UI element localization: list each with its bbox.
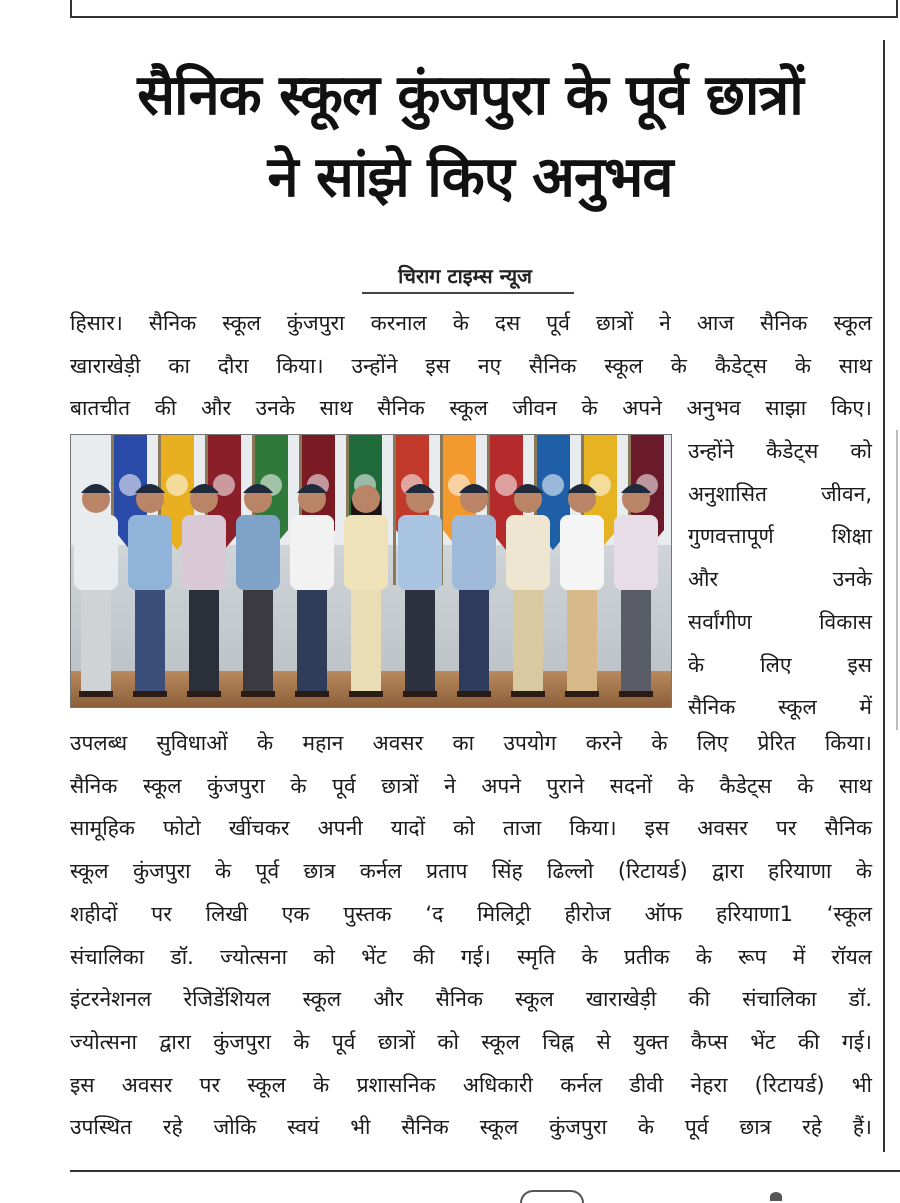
next-article-fragment-dot: [770, 1192, 782, 1201]
side-paragraph: [688, 430, 872, 729]
body-line: सैनिक स्कूल कुंजपुरा के पूर्व छात्रों ने अपने पुराने सदनों के कैडेट्स के साथ: [70, 773, 872, 798]
previous-article-frame: [70, 0, 898, 18]
side-line: के लिए इस: [688, 652, 872, 677]
byline: चिराग टाइम्स न्यूज: [398, 264, 532, 288]
page-edge-shadow: [896, 430, 898, 730]
body-line: उपस्थित रहे जोकि स्वयं भी सैनिक स्कूल कुंजपुरा के पूर्व छात्र रहे हैं।: [70, 1115, 872, 1140]
side-line: उन्होंने कैडेट्स को: [688, 439, 872, 463]
flag-pole: [393, 435, 396, 585]
body-line: सामूहिक फोटो खींचकर अपनी यादों को ताजा किया। इस अवसर पर सैनिक: [70, 816, 872, 841]
body-line: इस अवसर पर स्कूल के प्रशासनिक अधिकारी कर्नल डीवी नेहरा (रिटायर्ड) भी: [70, 1072, 872, 1097]
body-paragraph: [70, 722, 872, 1149]
next-article-fragment: [520, 1190, 584, 1203]
group-photo-illustration: [71, 435, 671, 707]
intro-paragraph: [70, 302, 872, 430]
intro-line: बातचीत की और उनके साथ सैनिक स्कूल जीवन के अपने अनुभव साझा किए।: [70, 396, 872, 421]
side-line: और उनके: [688, 567, 872, 592]
body-line: शहीदों पर लिखी एक पुस्तक ‘द मिलिट्री हीरोज ऑफ हरियाणा1 ‘स्कूल: [70, 901, 872, 926]
article-bottom-rule: [70, 1170, 900, 1172]
flag-emblem: [166, 474, 188, 496]
headline-line-1: सैनिक स्कूल कुंजपुरा के पूर्व छात्रों: [137, 63, 803, 128]
side-line: अनुशासित जीवन,: [688, 481, 872, 506]
article-headline: [70, 55, 870, 219]
headline-line-2: ने सांझे किए अनुभव: [267, 145, 673, 210]
body-line: संचालिका डॉ. ज्योत्सना को भेंट की गई। स्मृति के प्रतीक के रूप में रॉयल: [70, 944, 872, 969]
side-line: सैनिक स्कूल में: [688, 695, 872, 720]
byline-underline: [362, 292, 574, 294]
side-line: सर्वांगीण विकास: [688, 609, 872, 634]
intro-line: हिसार। सैनिक स्कूल कुंजपुरा करनाल के दस पूर्व छात्रों ने आज सैनिक स्कूल: [70, 311, 872, 335]
body-line: उपलब्ध सुविधाओं के महान अवसर का उपयोग करने के लिए प्रेरित किया।: [70, 731, 872, 755]
body-line: स्कूल कुंजपुरा के पूर्व छात्र कर्नल प्रताप सिंह ढिल्लो (रिटायर्ड) द्वारा हरियाणा के: [70, 859, 872, 884]
column-rule-right: [883, 40, 885, 1152]
flag-emblem: [542, 474, 564, 496]
group-photo: [70, 434, 672, 708]
body-line: इंटरनेशनल रेजिडेंशियल स्कूल और सैनिक स्कूल खाराखेड़ी की संचालिका डॉ.: [70, 987, 872, 1012]
intro-line: खाराखेड़ी का दौरा किया। उन्होंने इस नए सैनिक स्कूल के कैडेट्स के साथ: [70, 353, 872, 378]
side-line: गुणवत्तापूर्ण शिक्षा: [688, 524, 872, 549]
body-line: ज्योत्सना द्वारा कुंजपुरा के पूर्व छात्रों को स्कूल चिह्न से युक्त कैप्स भेंट की गई।: [70, 1029, 872, 1054]
